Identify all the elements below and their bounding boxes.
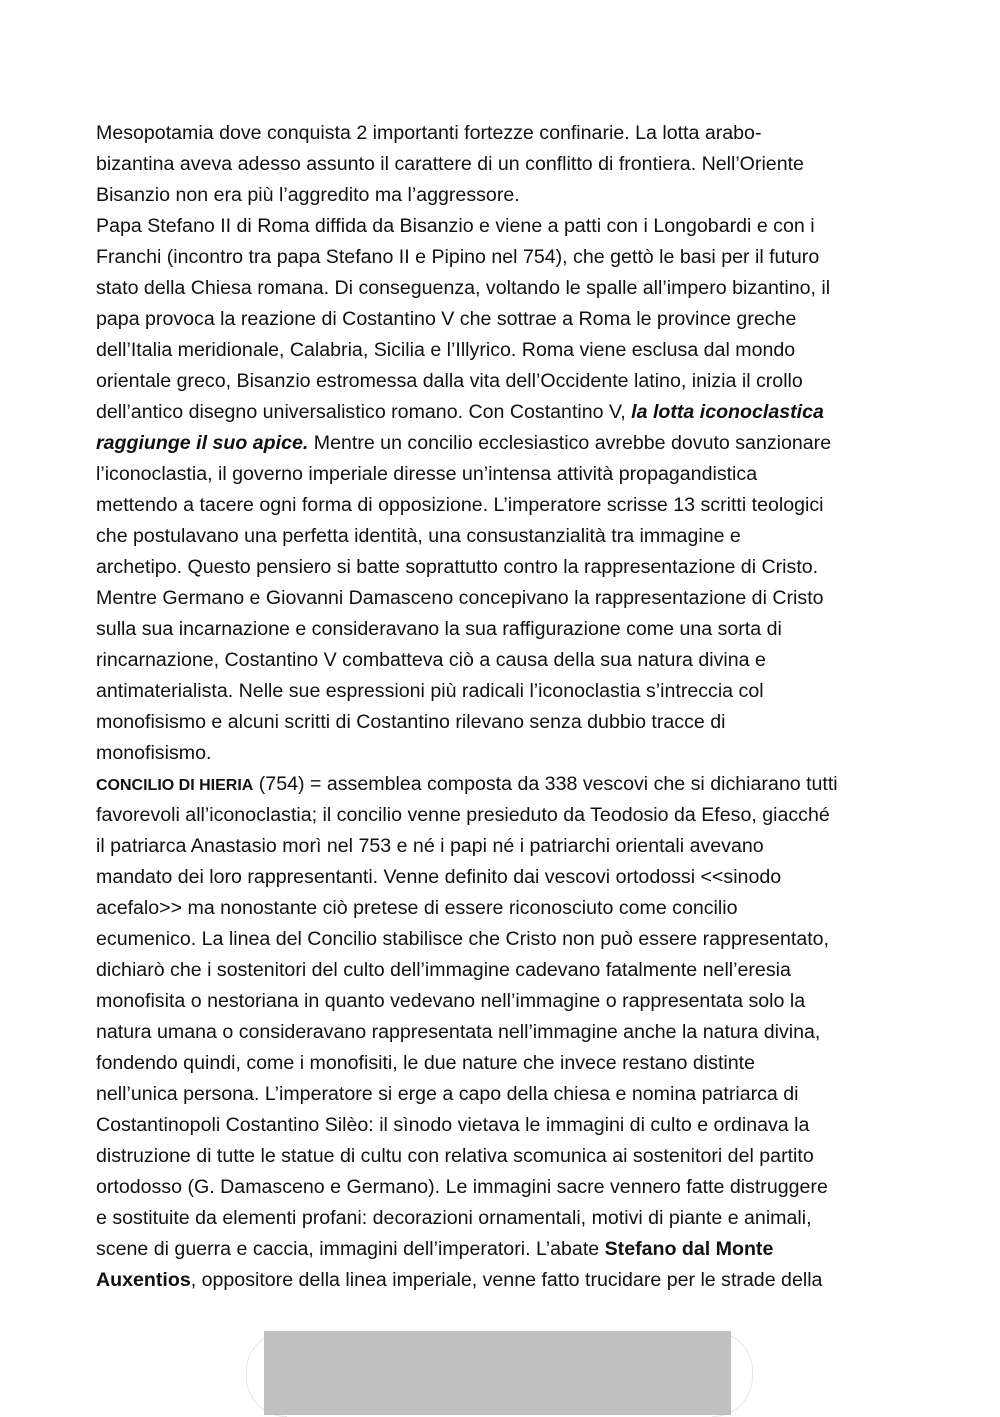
text-line: Mesopotamia dove conquista 2 importanti fortezze confinarie. La lotta arabo-: [96, 122, 762, 144]
text-line: stato della Chiesa romana. Di conseguenza, voltando le spalle all’impero bizantino, il: [96, 277, 831, 299]
text-line: [96, 1265, 908, 1296]
text-line: e sostituite da elementi profani: decorazioni ornamentali, motivi di piante e animali,: [96, 1207, 812, 1229]
text-line: [96, 397, 908, 428]
text-line: favorevoli all’iconoclastia; il concilio venne presieduto da Teodosio da Efeso, giacché: [96, 804, 830, 826]
text-line: ortodosso (G. Damasceno e Germano). Le immagini sacre vennero fatte distruggere: [96, 1176, 828, 1198]
text-line: monofisita o nestoriana in quanto vedevano nell’immagine o rappresentata solo la: [96, 990, 806, 1012]
text-run: , oppositore della linea imperiale, venne fatto trucidare per le strade della: [190, 1269, 823, 1291]
text-line: che postulavano una perfetta identità, una consustanzialità tra immagine e: [96, 525, 741, 547]
text-line: distruzione di tutte le statue di cultu con relativa scomunica ai sostenitori del partito: [96, 1145, 814, 1167]
bold-name: Auxentios: [96, 1269, 191, 1291]
text-line: Bisanzio non era più l’aggredito ma l’aggressore.: [96, 184, 520, 206]
text-line: dell’Italia meridionale, Calabria, Sicilia e l’Illyrico. Roma viene esclusa dal mondo: [96, 339, 796, 361]
text-line: l’iconoclastia, il governo imperiale diresse un’intensa attività propagandistica: [96, 463, 758, 485]
text-run: scene di guerra e caccia, immagini dell’imperatori. L’abate: [96, 1238, 605, 1260]
text-line: orientale greco, Bisanzio estromessa dalla vita dell’Occidente latino, inizia il crollo: [96, 370, 803, 392]
text-line: mandato dei loro rappresentanti. Venne definito dai vescovi ortodossi <<sinodo: [96, 866, 782, 888]
footer-redaction-box: [264, 1331, 731, 1415]
text-line: ecumenico. La linea del Concilio stabilisce che Cristo non può essere rappresentato,: [96, 928, 830, 950]
text-line: [96, 1234, 908, 1265]
text-line: sulla sua incarnazione e consideravano la sua raffigurazione come una sorta di: [96, 618, 782, 640]
bold-name: Stefano dal Monte: [604, 1238, 774, 1260]
text-line: mettendo a tacere ogni forma di opposizione. L’imperatore scrisse 13 scritti teologici: [96, 494, 824, 516]
text-line: Franchi (incontro tra papa Stefano II e Pipino nel 754), che gettò le basi per il futuro: [96, 246, 820, 268]
text-line: dichiarò che i sostenitori del culto dell’immagine cadevano fatalmente nell’eresia: [96, 959, 791, 981]
text-line: Costantinopoli Costantino Silèo: il sìnodo vietava le immagini di culto e ordinava la: [96, 1114, 810, 1136]
text-line: monofisismo.: [96, 742, 212, 764]
text-run: dell’antico disegno universalistico romano. Con Costantino V,: [96, 401, 632, 423]
text-line: Papa Stefano II di Roma diffida da Bisanzio e viene a patti con i Longobardi e con i: [96, 215, 815, 237]
text-line: monofisismo e alcuni scritti di Costantino rilevano senza dubbio tracce di: [96, 711, 726, 733]
text-line: natura umana o consideravano rappresentata nell’immagine anche la natura divina,: [96, 1021, 821, 1043]
text-line: fondendo quindi, come i monofisiti, le due nature che invece restano distinte: [96, 1052, 755, 1074]
text-line: il patriarca Anastasio morì nel 753 e né i papi né i patriarchi orientali avevano: [96, 835, 764, 857]
emphasis-text: raggiunge il suo apice.: [96, 432, 309, 454]
section-heading: CONCILIO DI HIERIA: [96, 777, 254, 794]
text-line: Mentre Germano e Giovanni Damasceno concepivano la rappresentazione di Cristo: [96, 587, 824, 609]
text-line: papa provoca la reazione di Costantino V che sottrae a Roma le province greche: [96, 308, 797, 330]
text-line: [96, 428, 908, 459]
text-line: [96, 769, 908, 800]
text-line: rincarnazione, Costantino V combatteva ciò a causa della sua natura divina e: [96, 649, 766, 671]
text-line: nell’unica persona. L’imperatore si erge a capo della chiesa e nomina patriarca di: [96, 1083, 799, 1105]
text-line: bizantina aveva adesso assunto il carattere di un conflitto di frontiera. Nell’Oriente: [96, 153, 804, 175]
text-line: acefalo>> ma nonostante ciò pretese di essere riconosciuto come concilio: [96, 897, 738, 919]
text-line: archetipo. Questo pensiero si batte soprattutto contro la rappresentazione di Cristo.: [96, 556, 819, 578]
document-body: [96, 118, 908, 1296]
text-run: (754) = assemblea composta da 338 vescovi che si dichiarano tutti: [253, 773, 838, 795]
emphasis-text: la lotta iconoclastica: [631, 401, 824, 423]
text-line: antimaterialista. Nelle sue espressioni più radicali l’iconoclastia s’intreccia col: [96, 680, 764, 702]
text-run: Mentre un concilio ecclesiastico avrebbe dovuto sanzionare: [308, 432, 832, 454]
